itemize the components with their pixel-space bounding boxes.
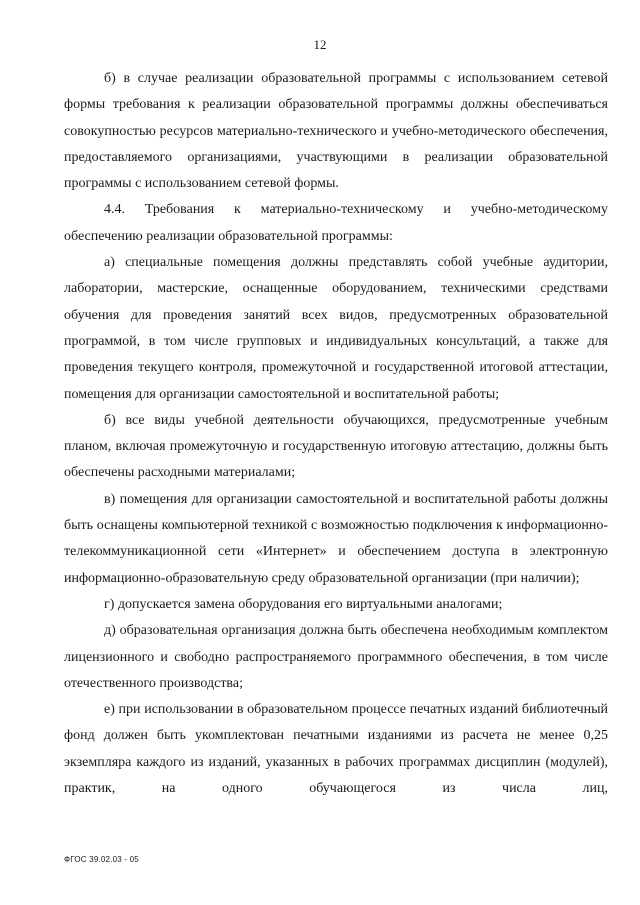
paragraph-item-v: в) помещения для организации самостоятельной и воспитательной работы должны быть оснащены компьютерной техникой с возможностью подключения к информационно-телекоммуникационной сети «Интернет» и обеспечением доступа в электронную информационно-образовательную среду образовательной организации (при наличии); [64, 491, 608, 586]
paragraph-item-e: е) при использовании в образовательном процессе печатных изданий библиотечный фонд должен быть укомплектован печатными изданиями из расчета не менее 0,25 экземпляра каждого из изданий, указанных в рабочих программах дисциплин (модулей), практик, на одного обучающегося из числа лиц, [64, 702, 608, 797]
page-number: 12 [313, 37, 327, 52]
paragraph-network-form: б) в случае реализации образовательной программы с использованием сетевой формы требования к реализации образовательной программы должны обеспечиваться совокупностью ресурсов материально-технического и учебно-методического обеспечения, предоставляемого организациями, участвующими в реализации образовательной программы с использованием сетевой формы. [64, 71, 608, 192]
document-body [64, 66, 608, 802]
paragraph-item-d: д) образовательная организация должна быть обеспечена необходимым комплектом лицензионного и свободно распространяемого программного обеспечения, в том числе отечественного производства; [64, 623, 608, 691]
paragraph-item-a: а) специальные помещения должны представлять собой учебные аудитории, лаборатории, мастерские, оснащенные оборудованием, техническими средствами обучения для проведения занятий всех видов, предусмотренных образовательной программой, в том числе групповых и индивидуальных консультаций, а также для проведения текущего контроля, промежуточной и государственной итоговой аттестации, помещения для организации самостоятельной и воспитательной работы; [64, 255, 608, 402]
footer-document-code: ФГОС 39.02.03 - 05 [64, 855, 139, 864]
paragraph-item-g: г) допускается замена оборудования его виртуальными аналогами; [104, 596, 503, 612]
paragraph-item-b: б) все виды учебной деятельности обучающихся, предусмотренные учебным планом, включая промежуточную и государственную итоговую аттестацию, должны быть обеспечены расходными материалами; [64, 412, 608, 481]
paragraph-section-4-4: 4.4. Требования к материально-техническому и учебно-методическому обеспечению реализации образовательной программы: [64, 202, 608, 244]
